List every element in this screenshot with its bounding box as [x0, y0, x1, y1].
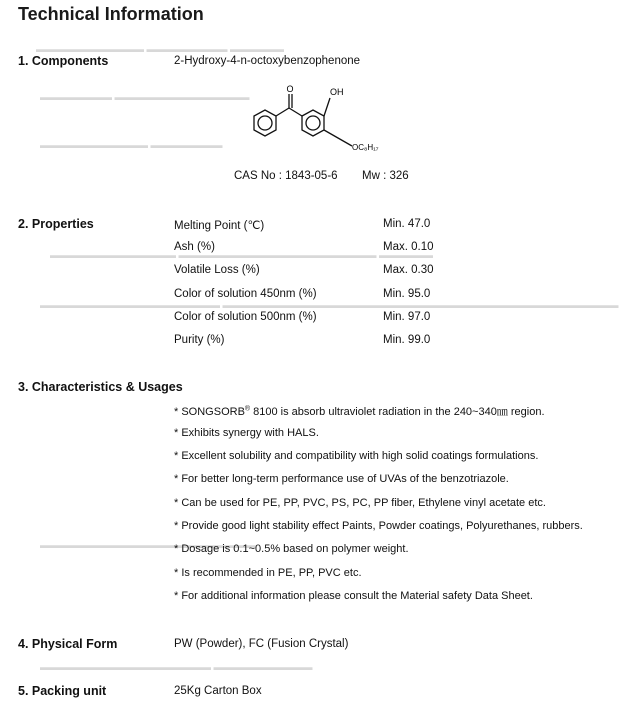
- section-physical-form-heading: 4. Physical Form: [18, 637, 118, 651]
- page-title: Technical Information: [18, 4, 204, 24]
- property-value: Max. 0.30: [383, 264, 434, 276]
- molecular-weight: Mw : 326: [362, 170, 409, 182]
- section-characteristics-heading: 3. Characteristics & Usages: [18, 380, 183, 394]
- show-through-text: ▬▬▬▬▬▬▬▬▬▬▬▬▬▬▬▬▬▬▬▬ ▬▬▬▬▬▬▬▬▬▬▬▬▬▬▬▬▬▬▬▬▬▬▬▬▬▬▬▬▬▬▬▬▬▬▬▬▬▬▬▬▬▬▬▬: [40, 300, 619, 310]
- usage-bullet: * For additional information please consult the Material safety Data Sheet.: [174, 590, 533, 602]
- show-through-text: ▬▬▬▬▬▬▬▬▬▬▬▬▬▬▬▬▬▬▬▬▬▬▬▬: [40, 540, 256, 550]
- property-name: Color of solution 500nm (%): [174, 311, 317, 323]
- section-components-heading: 1. Components: [18, 54, 109, 68]
- hydroxyl-label: OH: [330, 87, 344, 97]
- usage-bullet: * Excellent solubility and compatibility with high solid coatings formulations.: [174, 450, 539, 462]
- section-properties-heading: 2. Properties: [18, 217, 94, 231]
- usage-bullet: [174, 403, 545, 419]
- property-name: Volatile Loss (%): [174, 264, 260, 276]
- show-through-text: ▬▬▬▬▬▬▬▬▬▬▬▬▬▬ ▬▬▬▬▬▬▬▬▬▬▬▬▬▬▬▬▬▬▬▬▬▬ ▬▬▬▬▬▬: [50, 250, 434, 260]
- usage-bullet: * Is recommended in PE, PP, PVC etc.: [174, 567, 362, 579]
- show-through-text: ▬▬▬▬▬▬▬▬▬▬▬▬ ▬▬▬▬▬▬▬▬▬ ▬▬▬▬▬▬: [36, 44, 285, 54]
- property-value: Min. 95.0: [383, 288, 431, 300]
- property-name: Ash (%): [174, 241, 215, 253]
- property-value: Min. 99.0: [383, 334, 431, 346]
- component-name: 2-Hydroxy-4-n-octoxybenzophenone: [174, 55, 361, 67]
- property-name: Purity (%): [174, 334, 225, 346]
- packing-value: 25Kg Carton Box: [174, 685, 262, 697]
- usage-bullet: * Exhibits synergy with HALS.: [174, 427, 319, 439]
- property-value: Min. 47.0: [383, 218, 431, 230]
- property-name: Color of solution 450nm (%): [174, 288, 317, 300]
- usage-bullet-brand: * SONGSORB: [174, 406, 245, 418]
- registered-mark: ®: [244, 405, 251, 413]
- usage-bullet: * Can be used for PE, PP, PVC, PS, PC, PP fiber, Ethylene vinyl acetate etc.: [174, 497, 546, 509]
- show-through-text: ▬▬▬▬▬▬▬▬▬▬▬▬▬▬▬▬▬▬▬ ▬▬▬▬▬▬▬▬▬▬▬: [40, 662, 313, 672]
- usage-bullet-rest: 8100 is absorb ultraviolet radiation in the 240~340㎚ region.: [250, 406, 545, 418]
- property-value: Max. 0.10: [383, 241, 434, 253]
- show-through-text: ▬▬▬▬▬▬▬▬▬▬▬▬ ▬▬▬▬▬▬▬▬: [40, 140, 223, 150]
- oxygen-label: O: [286, 84, 294, 94]
- usage-bullet: * For better long-term performance use of UVAs of the benzotriazole.: [174, 473, 509, 485]
- section-packing-heading: 5. Packing unit: [18, 684, 107, 698]
- show-through-text: ▬▬▬▬▬▬▬▬ ▬▬▬▬▬▬▬▬▬▬▬▬▬▬▬: [40, 92, 250, 102]
- octoxy-label: OC₈H₁₇: [352, 143, 379, 152]
- usage-bullet: * Dosage is 0.1~0.5% based on polymer weight.: [174, 543, 409, 555]
- chemical-structure: [244, 80, 414, 164]
- physical-form-value: PW (Powder), FC (Fusion Crystal): [174, 638, 349, 650]
- cas-number: CAS No : 1843-05-6: [234, 170, 338, 182]
- property-value: Min. 97.0: [383, 311, 431, 323]
- property-name: Melting Point (℃): [174, 220, 265, 232]
- usage-bullet: * Provide good light stability effect Paints, Powder coatings, Polyurethanes, rubbers.: [174, 520, 583, 532]
